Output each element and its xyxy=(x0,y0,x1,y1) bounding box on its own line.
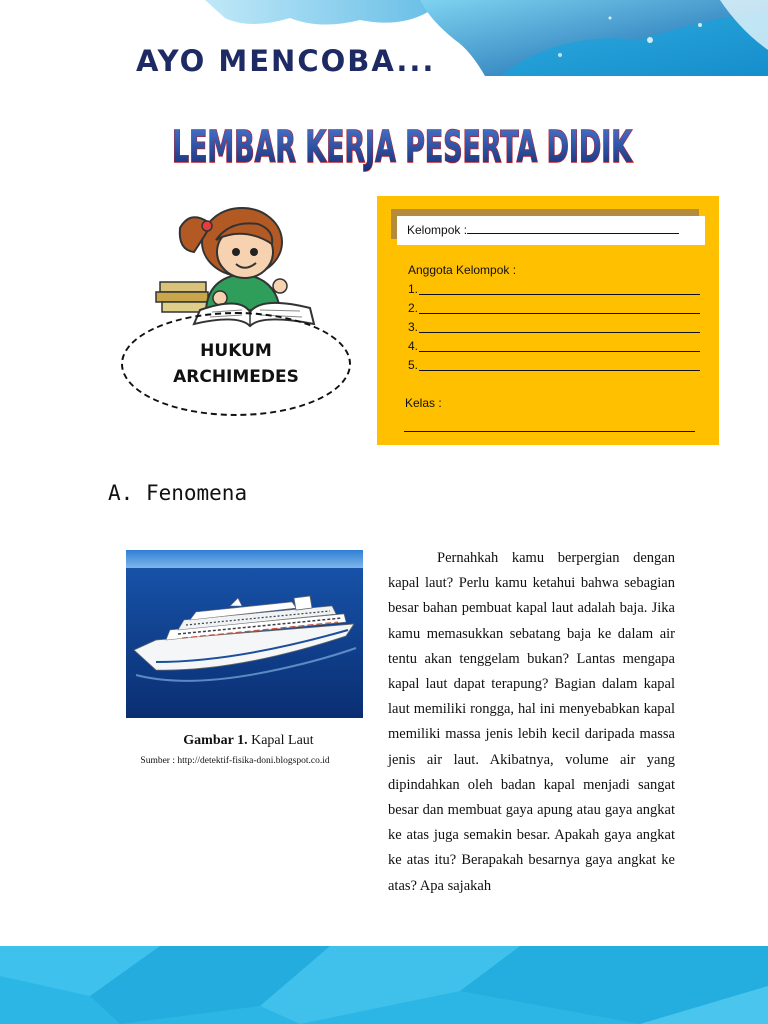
member-number: 5. xyxy=(408,358,419,372)
member-input-line xyxy=(419,313,700,314)
member-number: 3. xyxy=(408,320,419,334)
member-number: 2. xyxy=(408,301,419,315)
figure-caption xyxy=(126,733,371,749)
section-title: Fenomena xyxy=(145,481,248,505)
figure-caption-number: Gambar 1. xyxy=(183,733,248,748)
topic-line-2: ARCHIMEDES xyxy=(173,367,299,387)
ayo-mencoba-heading: AYO MENCOBA... xyxy=(136,44,436,78)
topic-label xyxy=(121,338,351,390)
member-row[interactable] xyxy=(408,320,418,335)
member-input-line xyxy=(419,332,700,333)
member-number: 1. xyxy=(408,282,419,296)
member-row[interactable] xyxy=(408,301,418,316)
girl-reading-illustration xyxy=(150,200,330,330)
figure-caption-text: Kapal Laut xyxy=(247,733,314,748)
kelompok-field[interactable] xyxy=(397,216,705,245)
figure-source: Sumber : http://detektif-fisika-doni.blogspot.co.id xyxy=(140,756,330,766)
member-input-line xyxy=(419,294,700,295)
topic-line-1: HUKUM xyxy=(200,341,272,361)
kelas-label: Kelas : xyxy=(405,396,442,410)
kelompok-input-line xyxy=(467,222,679,234)
member-row[interactable] xyxy=(408,282,418,297)
member-row[interactable] xyxy=(408,339,418,354)
worksheet-title-text: LEMBAR KERJA PESERTA DIDIK xyxy=(172,122,634,173)
anggota-label: Anggota Kelompok : xyxy=(408,263,517,277)
member-input-line xyxy=(419,370,700,371)
section-number: A. xyxy=(108,481,134,505)
member-row[interactable] xyxy=(408,358,418,373)
member-input-line xyxy=(419,351,700,352)
kelas-input-line[interactable] xyxy=(404,431,695,432)
member-number: 4. xyxy=(408,339,419,353)
phenomenon-paragraph: Pernahkah kamu berpergian dengan kapal laut? Perlu kamu ketahui bahwa sebagian besar bahan pembuat kapal laut adalah baja. Jika kamu memasukkan sebatang baja ke dalam air tentu akan tenggelam bukan? Lantas mengapa kapal laut dapat terapung? Bagian dalam kapal laut memiliki rongga, hal ini menyebabkan kapal memiliki massa jenis lebih kecil daripada massa jenis air laut. Akibatnya, volume air yang dipindahkan oleh badan kapal menjadi sangat besar dan membuat gaya apung atau gaya angkat ke atas juga semakin besar. Apakah gaya angkat ke atas itu? Berapakah besarnya gaya angkat ke atas? Apa sajakah xyxy=(388,550,675,894)
worksheet-title xyxy=(160,104,644,180)
decorative-bottom-band xyxy=(0,946,768,1024)
cruise-ship-image xyxy=(126,550,363,718)
kelompok-label: Kelompok : xyxy=(407,223,468,237)
section-heading xyxy=(108,481,247,505)
